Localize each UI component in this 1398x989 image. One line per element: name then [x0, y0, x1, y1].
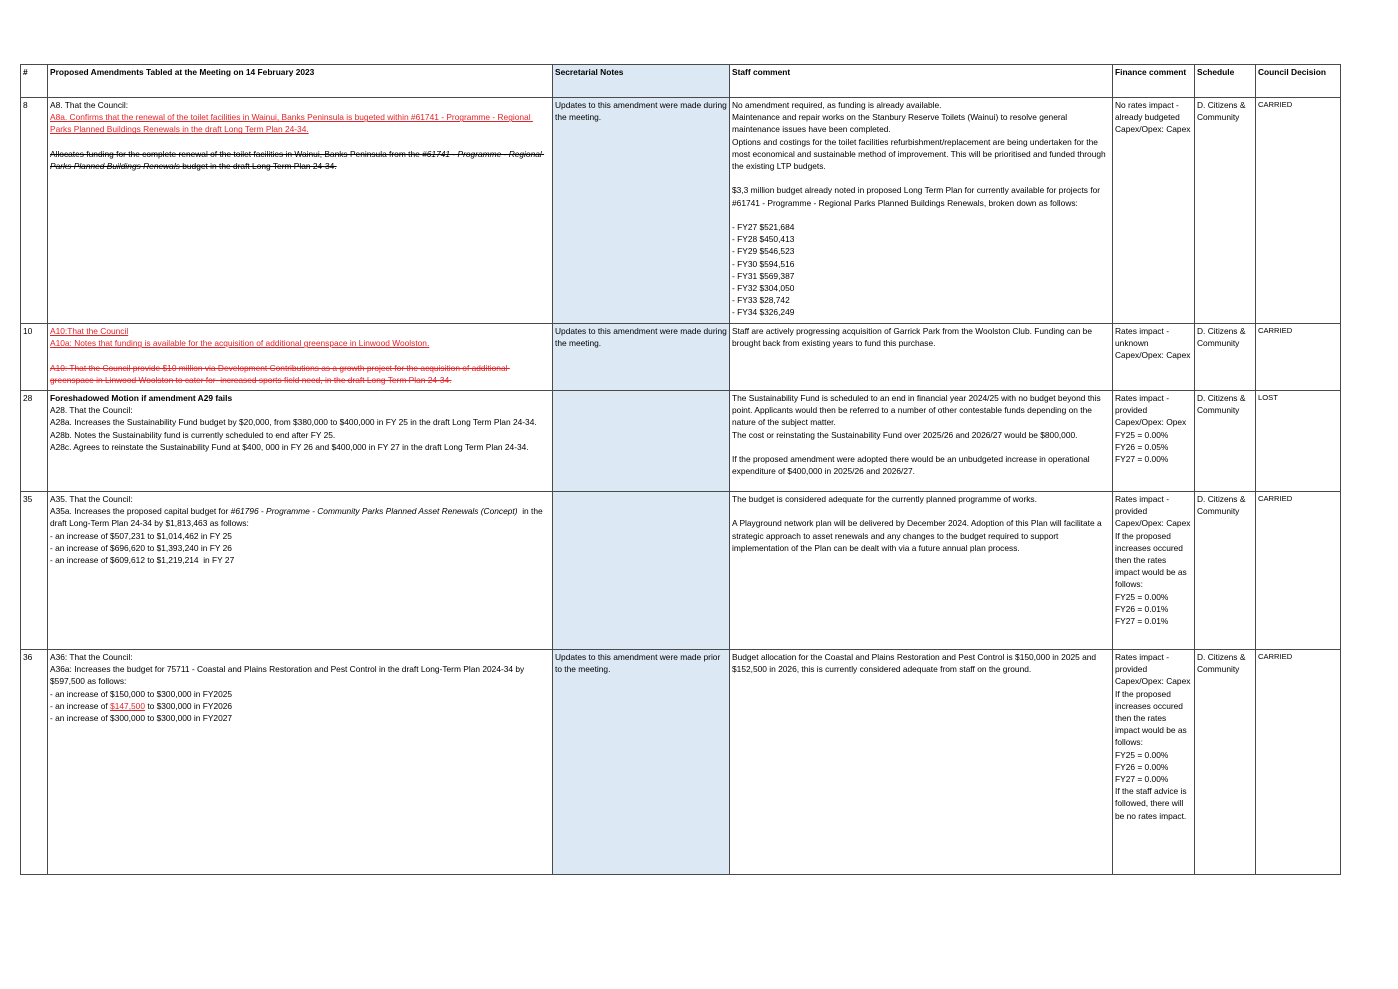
deleted-text-italic: #61741 - Programme - Regional Parks Planned Buildings Renewals	[50, 148, 545, 171]
finance-line: FY26 = 0.05%	[1115, 441, 1169, 452]
finance-line: increases occured	[1115, 542, 1183, 553]
proposed-line: A28. That the Council:	[50, 405, 133, 416]
proposed-deleted-text	[50, 148, 550, 172]
list-item-part: to $300,000 in FY2026	[145, 700, 233, 711]
staff-line: The budget is considered adequate for the currently planned programme of works.	[732, 494, 1037, 504]
proposed-line: A28a. Increases the Sustainability Fund budget by $20,000, from $380,000 to $400,000 in FY 25 in the draft Long Term Plan 24-34.	[50, 417, 537, 428]
finance-line: already budgeted	[1115, 112, 1180, 123]
decision-cell: CARRIED	[1256, 98, 1341, 324]
fy-item: - FY34 $326,249	[732, 307, 795, 318]
fy-item: - FY29 $546,523	[732, 246, 795, 257]
header-row	[21, 65, 1341, 98]
table-row	[21, 391, 1341, 492]
finance-line: increases occured	[1115, 700, 1183, 711]
fy-item: - FY32 $304,050	[732, 283, 795, 294]
table-row	[21, 324, 1341, 391]
staff-cell	[730, 492, 1113, 650]
schedule-cell	[1195, 98, 1256, 324]
secretarial-cell	[553, 391, 730, 492]
secretarial-cell: Updates to this amendment were made during the meeting.	[553, 98, 730, 324]
proposed-line: A28b. Notes the Sustainability fund is currently scheduled to end after FY 25.	[50, 429, 336, 440]
schedule-line: D. Citizens &	[1197, 494, 1246, 504]
finance-line: then the rates	[1115, 713, 1167, 724]
fy-item: - FY31 $569,387	[732, 270, 795, 281]
finance-line: FY25 = 0.00%	[1115, 749, 1169, 760]
row-number: 8	[21, 98, 48, 324]
finance-line: FY27 = 0.00%	[1115, 774, 1169, 785]
finance-line: Capex/Opex: Opex	[1115, 417, 1187, 428]
finance-line: FY27 = 0.00%	[1115, 454, 1169, 465]
finance-line: provided	[1115, 405, 1148, 416]
proposed-heading: Foreshadowed Motion if amendment A29 fails	[50, 393, 233, 403]
schedule-line: D. Citizens &	[1197, 326, 1246, 336]
table-row	[21, 650, 1341, 875]
finance-line: Capex/Opex: Capex	[1115, 350, 1191, 361]
proposed-line	[50, 505, 550, 529]
finance-line: FY25 = 0.00%	[1115, 591, 1169, 602]
list-item: - an increase of $609,612 to $1,219,214 in FY 27	[50, 555, 235, 566]
finance-line: follows:	[1115, 737, 1143, 748]
fy-item: - FY28 $450,413	[732, 234, 795, 245]
proposed-cell	[48, 98, 553, 324]
finance-line: Rates impact -	[1115, 326, 1169, 336]
staff-cell: Budget allocation for the Coastal and Plains Restoration and Pest Control is $150,000 in 2025 and $152,500 in 2026, this is currently considered adequate from staff on the ground.	[730, 650, 1113, 875]
schedule-line: Community	[1197, 506, 1240, 517]
finance-cell	[1113, 650, 1195, 875]
table-row	[21, 98, 1341, 324]
staff-cell: Staff are actively progressing acquisition of Garrick Park from the Woolston Club. Funding can be brought back from existing years to fund this purchase.	[730, 324, 1113, 391]
finance-line: If the proposed	[1115, 688, 1171, 699]
fy-item: - FY33 $28,742	[732, 295, 790, 306]
finance-line: impact would be as	[1115, 567, 1187, 578]
finance-line: Capex/Opex: Capex	[1115, 676, 1191, 687]
finance-line: followed, there will	[1115, 798, 1184, 809]
schedule-cell	[1195, 324, 1256, 391]
proposed-cell	[48, 324, 553, 391]
schedule-cell	[1195, 492, 1256, 650]
col-header-staff: Staff comment	[730, 65, 1113, 98]
finance-line: FY25 = 0.00%	[1115, 429, 1169, 440]
finance-line: then the rates	[1115, 555, 1167, 566]
col-header-schedule: Schedule	[1195, 65, 1256, 98]
finance-line: be no rates impact.	[1115, 810, 1187, 821]
finance-line: If the proposed	[1115, 530, 1171, 541]
list-item	[50, 700, 550, 712]
col-header-proposed: Proposed Amendments Tabled at the Meeting on 14 February 2023	[48, 65, 553, 98]
finance-line: FY26 = 0.01%	[1115, 603, 1169, 614]
schedule-line: D. Citizens &	[1197, 100, 1246, 110]
col-header-finance: Finance comment	[1113, 65, 1195, 98]
row-number: 10	[21, 324, 48, 391]
schedule-line: Community	[1197, 112, 1240, 123]
finance-line: No rates impact -	[1115, 100, 1179, 110]
col-header-num: #	[21, 65, 48, 98]
secretarial-cell: Updates to this amendment were made during the meeting.	[553, 324, 730, 391]
finance-line: Rates impact -	[1115, 652, 1169, 662]
proposed-inserted-text: A8a. Confirms that the renewal of the toilet facilities in Wainui, Banks Peninsula is bugeted within #61741 - Programme - Regional Parks Planned Buildings Renewals in the draft Long Term Plan 24-34.	[50, 112, 533, 135]
staff-line: If the proposed amendment were adopted there would be an unbudgeted increase in operational expenditure of $400,000 in 2025/26 and 2026/27.	[732, 454, 1092, 477]
secretarial-cell: Updates to this amendment were made prior to the meeting.	[553, 650, 730, 875]
finance-cell	[1113, 324, 1195, 391]
proposed-line: A8. That the Council:	[50, 100, 129, 110]
schedule-line: Community	[1197, 338, 1240, 349]
decision-cell: CARRIED	[1256, 324, 1341, 391]
decision-cell: LOST	[1256, 391, 1341, 492]
list-item: - an increase of $696,620 to $1,393,240 in FY 26	[50, 542, 232, 553]
proposed-deleted-text: A10: That the Council provide $10 million via Development Contributions as a growth project for the acquisition of additional greenspace in Linwood Woolston to cater for increased sports field need, in the draft Long Term Plan 24-34.	[50, 362, 510, 385]
decision-cell: CARRIED	[1256, 650, 1341, 875]
schedule-line: Community	[1197, 664, 1240, 675]
finance-line: FY26 = 0.00%	[1115, 761, 1169, 772]
proposed-inserted-text: A10:That the Council	[50, 326, 129, 336]
finance-cell	[1113, 391, 1195, 492]
finance-line: Rates impact -	[1115, 494, 1169, 504]
finance-line: unknown	[1115, 338, 1149, 349]
list-item: - an increase of $507,231 to $1,014,462 in FY 25	[50, 530, 232, 541]
schedule-cell	[1195, 391, 1256, 492]
table-row	[21, 492, 1341, 650]
staff-line: Options and costings for the toilet facilities refurbishment/replacement are being undertaken for the most economical and sustainable method of improvement. This will be prioritised and funded through the existing LTP budgets.	[732, 136, 1108, 172]
proposed-line: A28c. Agrees to reinstate the Sustainability Fund at $400, 000 in FY 26 and $400,000 in FY 27 in the draft Long Term Plan 24-34.	[50, 441, 529, 452]
proposed-cell	[48, 650, 553, 875]
row-number: 35	[21, 492, 48, 650]
schedule-line: D. Citizens &	[1197, 652, 1246, 662]
proposed-cell	[48, 391, 553, 492]
finance-line: impact would be as	[1115, 725, 1187, 736]
finance-cell	[1113, 492, 1195, 650]
schedule-line: Community	[1197, 405, 1240, 416]
proposed-text-part: in the draft Long-Term Plan 24-34 by $1,813,463 as follows:	[50, 506, 546, 529]
staff-line: Maintenance and repair works on the Stanbury Reserve Toilets (Wainui) to resolve general maintenance issues have been completed.	[732, 112, 1070, 135]
list-item-part: - an increase of	[50, 700, 111, 711]
row-number: 28	[21, 391, 48, 492]
list-item: - an increase of $300,000 to $300,000 in FY2027	[50, 713, 233, 724]
staff-cell	[730, 391, 1113, 492]
col-header-secretarial: Secretarial Notes	[553, 65, 730, 98]
proposed-line: A36a: Increases the budget for 75711 - Coastal and Plains Restoration and Pest Control in the draft Long-Term Plan 2024-34 by $597,500 as follows:	[50, 664, 527, 687]
finance-line: If the staff advice is	[1115, 786, 1187, 797]
finance-line: follows:	[1115, 579, 1143, 590]
schedule-cell	[1195, 650, 1256, 875]
finance-cell	[1113, 98, 1195, 324]
row-number: 36	[21, 650, 48, 875]
proposed-cell	[48, 492, 553, 650]
proposed-line: A36: That the Council:	[50, 652, 133, 662]
list-item: - an increase of $150,000 to $300,000 in FY2025	[50, 688, 233, 699]
staff-line: The cost or reinstating the Sustainability Fund over 2025/26 and 2026/27 would be $800,000.	[732, 429, 1078, 440]
schedule-line: D. Citizens &	[1197, 393, 1246, 403]
staff-line: No amendment required, as funding is already available.	[732, 100, 942, 110]
deleted-text-part: Allocates funding for the complete renewal of the toilet facilities in Wainui, Banks Peninsula from the	[50, 148, 423, 159]
fy-item: - FY27 $521,684	[732, 222, 795, 232]
finance-line: Capex/Opex: Capex	[1115, 124, 1191, 135]
finance-line: provided	[1115, 664, 1148, 675]
col-header-decision: Council Decision	[1256, 65, 1341, 98]
secretarial-cell	[553, 492, 730, 650]
staff-line: The Sustainability Fund is scheduled to an end in financial year 2024/25 with no budget beyond this point. Applicants would then be referred to a number of other contestable funds depending on the nature of the subject matter.	[732, 393, 1104, 428]
staff-line: A Playground network plan will be delivered by December 2024. Adoption of this Plan will facilitate a strategic approach to asset renewals and any changes to the budget required to support implementation of the Plan can be dealt with via a future annual plan process.	[732, 518, 1104, 553]
finance-line: Capex/Opex: Capex	[1115, 518, 1191, 529]
decision-cell: CARRIED	[1256, 492, 1341, 650]
finance-line: FY27 = 0.01%	[1115, 616, 1169, 627]
proposed-text-italic: #61796 - Programme - Community Parks Planned Asset Renewals (Concept)	[230, 506, 518, 517]
deleted-text-part: budget in the draft Long Term Plan 24-34.	[179, 161, 337, 171]
proposed-line: A35. That the Council:	[50, 494, 133, 504]
amendments-table	[20, 64, 1341, 875]
proposed-inserted-text: A10a: Notes that funding is available for the acquisition of additional greenspace in Linwood Woolston.	[50, 338, 430, 349]
finance-line: provided	[1115, 506, 1148, 517]
inserted-amount: $147,500	[110, 700, 145, 711]
staff-line: $3,3 million budget already noted in proposed Long Term Plan for currently available for projects for #61741 - Programme - Regional Parks Planned Buildings Renewals, broken down as follows:	[732, 185, 1103, 208]
fy-item: - FY30 $594,516	[732, 258, 795, 269]
staff-cell	[730, 98, 1113, 324]
finance-line: Rates impact -	[1115, 393, 1169, 403]
proposed-text-part: A35a. Increases the proposed capital budget for	[50, 506, 231, 517]
